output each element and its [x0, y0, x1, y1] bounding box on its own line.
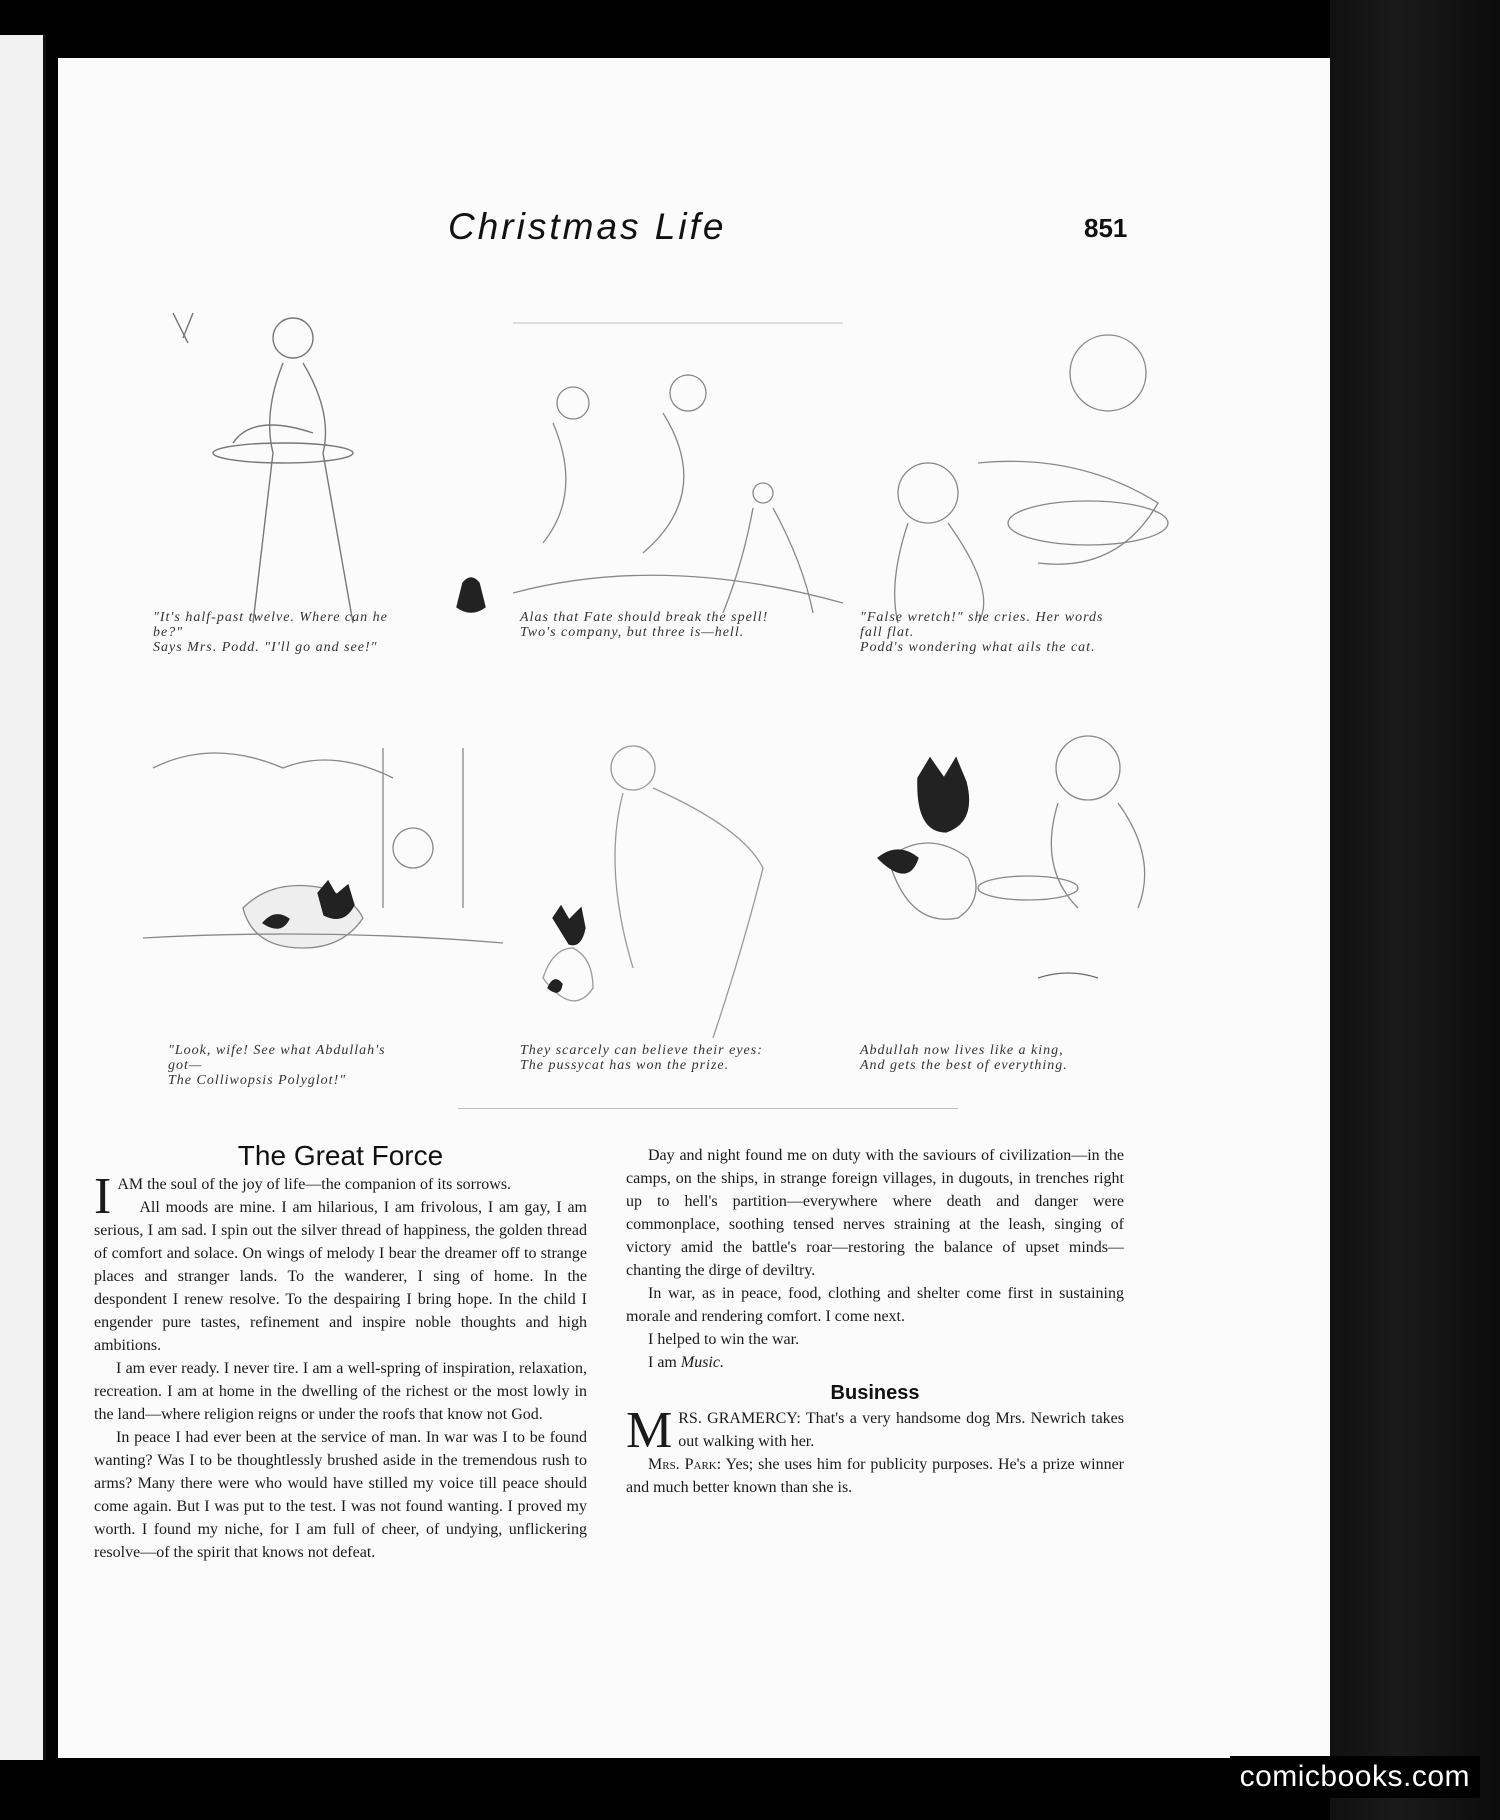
cartoon-panel-2 — [513, 293, 843, 638]
scan-background — [1330, 0, 1500, 1820]
right-column — [626, 1144, 1124, 1499]
running-title: Christmas Life — [448, 206, 727, 247]
business-line-2: Mrs. Park: Yes; she uses him for publicity purposes. He's a prize winner and much better known than she is. — [626, 1456, 1125, 1496]
panel-caption-1: "It's half-past twelve. Where can he be?" Says Mrs. Podd. "I'll go and see!" — [153, 610, 388, 655]
cartoon-panel-4 — [133, 708, 503, 1038]
paragraph-6: In war, as in peace, food, clothing and shelter come first in sustaining morale and rendering comfort. I come next. — [626, 1285, 1124, 1325]
paragraph-7: I helped to win the war. — [648, 1331, 800, 1348]
drop-cap: I — [94, 1168, 112, 1225]
paragraph-2: All moods are mine. I am hilarious, I am frivolous, I am gay, I am serious, I am sad. I spin out the silver thread of happiness, the golden thread of comfort and solace. On wings of melody I bear the dreamer off to strange places and stranger lands. To the wanderer, I sing of home. In the despondent I renew resolve. To the despairing I bring hope. In the child I engender pure tastes, refinement and inspire noble thoughts and high ambitions. — [94, 1199, 587, 1354]
cartoon-panel-1 — [133, 293, 503, 638]
paragraph-8: I am Music. — [648, 1354, 724, 1371]
panel-caption-2: Alas that Fate should break the spell! Two's company, but three is—hell. — [520, 610, 769, 640]
business-line-1: MRS. GRAMERCY: That's a very handsome dog Mrs. Newrich takes out walking with her. — [626, 1402, 1124, 1459]
article-title-business: Business — [830, 1382, 920, 1404]
drop-cap-business: M — [626, 1402, 673, 1459]
left-column — [94, 1140, 587, 1564]
cartoon-panel-6 — [858, 708, 1178, 1038]
panel-caption-6: Abdullah now lives like a king, And gets the best of everything. — [860, 1043, 1068, 1073]
cartoon-panel-3 — [858, 293, 1178, 638]
paragraph-3: I am ever ready. I never tire. I am a well-spring of inspiration, relaxation, recreation. I am at home in the dwelling of the richest or the most lowly in the land—where religion reigns or under the roofs that know not God. — [94, 1360, 587, 1423]
cartoon-panel-5 — [513, 708, 843, 1038]
magazine-page — [58, 58, 1330, 1758]
section-divider — [458, 1108, 958, 1109]
site-watermark: comicbooks.com — [1230, 1756, 1480, 1798]
panel-caption-4: "Look, wife! See what Abdullah's got— The Colliwopsis Polyglot!" — [168, 1043, 386, 1088]
page-number: 851 — [1084, 213, 1128, 243]
panel-caption-5: They scarcely can believe their eyes: The pussycat has won the prize. — [520, 1043, 763, 1073]
paragraph-5: Day and night found me on duty with the saviours of civilization—in the camps, on the ships, in strange foreign villages, in dugouts, in trenches right up to hell's partition—everywhere where death and danger were commonplace, soothing tensed nerves straining at the leash, singing of victory amid the battle's roar—restoring the balance of upset minds—chanting the dirge of deviltry. — [626, 1147, 1124, 1279]
panel-caption-3: "False wretch!" she cries. Her words fall flat. Podd's wondering what ails the cat. — [860, 610, 1104, 655]
article-title-great-force: The Great Force — [237, 1140, 444, 1171]
paragraph-4: In peace I had ever been at the service of man. In war was I to be found wanting? Was I to be thoughtlessly brushed aside in the tremendous rush to arms? Many there were who would have stilled my voice till peace should come again. But I was put to the test. I was not found wanting. I proved my worth. I found my niche, for I am full of cheer, of undying, unflickering resolve—of the spirit that knows not defeat. — [94, 1429, 587, 1561]
adjacent-page-edge — [0, 35, 46, 1760]
paragraph-1: IAM the soul of the joy of life—the companion of its sorrows. — [94, 1168, 512, 1225]
